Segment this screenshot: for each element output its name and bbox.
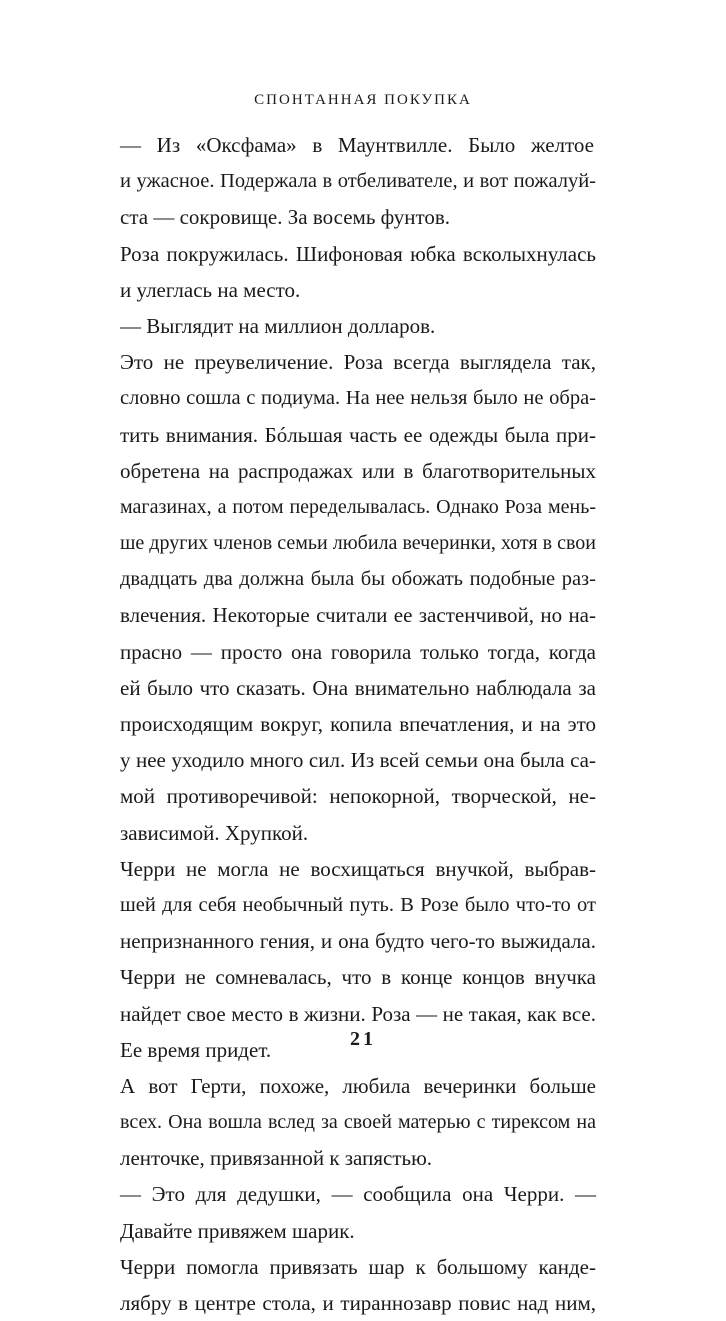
text-line: Черри помогла привязать шар к большому канде-: [120, 1254, 596, 1279]
text-line: обретена на распродажах или в благотворительных: [120, 458, 596, 483]
text-line: ей было что сказать. Она внимательно наблюдала за: [120, 675, 596, 700]
page-number: 21: [350, 1028, 376, 1050]
text-line: тить внимания. Бóльшая часть ее одежды была при-: [120, 422, 596, 447]
text-line: происходящим вокруг, копила впечатления, и на это: [120, 712, 596, 736]
text-line: А вот Герти, похоже, любила вечеринки больше: [120, 1073, 596, 1098]
text-line: всех. Она вошла вслед за своей матерью с тирексом на: [120, 1111, 596, 1134]
text-line: влечения. Некоторые считали ее застенчивой, но на-: [120, 603, 596, 628]
text-line: словно сошла с подиума. На нее нельзя было не обра-: [120, 387, 596, 410]
text-line: найдет свое место в жизни. Роза — не такая, как все.: [120, 1001, 596, 1026]
running-head: СПОНТАННАЯ ПОКУПКА: [254, 92, 472, 108]
text-line: двадцать два должна была бы обожать подобные раз-: [120, 568, 596, 591]
text-line: — Выглядит на миллион долларов.: [120, 313, 436, 338]
body-text: [120, 127, 596, 1321]
text-line: ленточке, привязанной к запястью.: [120, 1146, 433, 1171]
text-line: магазинах, а потом переделывалась. Однако Роза мень-: [120, 495, 596, 518]
text-line: мой противоречивой: непокорной, творческой, не-: [120, 784, 596, 809]
text-line: ше других членов семьи любила вечеринки, хотя в свои: [120, 532, 596, 555]
text-line: прасно — просто она говорила только тогда, когда: [120, 639, 596, 664]
text-line: Это не преувеличение. Роза всегда выглядела так,: [120, 350, 596, 375]
text-line: — Из «Оксфама» в Маунтвилле. Было желтое: [120, 133, 594, 157]
text-line: у нее уходило много сил. Из всей семьи она была са-: [120, 748, 596, 773]
text-line: Черри не сомневалась, что в конце концов внучка: [120, 965, 596, 990]
text-line: и улеглась на место.: [120, 277, 301, 302]
text-line: шей для себя необычный путь. В Розе было что-то от: [120, 893, 596, 916]
text-line: зависимой. Хрупкой.: [120, 820, 309, 845]
text-line: Ее время придет.: [120, 1037, 272, 1062]
text-line: непризнанного гения, и она будто чего-то выжидала.: [120, 929, 596, 954]
text-line: — Это для дедушки, — сообщила она Черри. —: [120, 1182, 596, 1207]
text-line: ста — сокровище. За восемь фунтов.: [120, 205, 451, 230]
text-line: Давайте привяжем шарик.: [120, 1218, 355, 1243]
text-line: Черри не могла не восхищаться внучкой, выбрав-: [120, 856, 596, 881]
text-line: и ужасное. Подержала в отбеливателе, и вот пожалуй-: [120, 170, 596, 193]
text-line: Роза покружилась. Шифоновая юбка всколыхнулась: [120, 241, 596, 266]
text-line: лябру в центре стола, и тираннозавр повис над ним,: [120, 1291, 596, 1315]
